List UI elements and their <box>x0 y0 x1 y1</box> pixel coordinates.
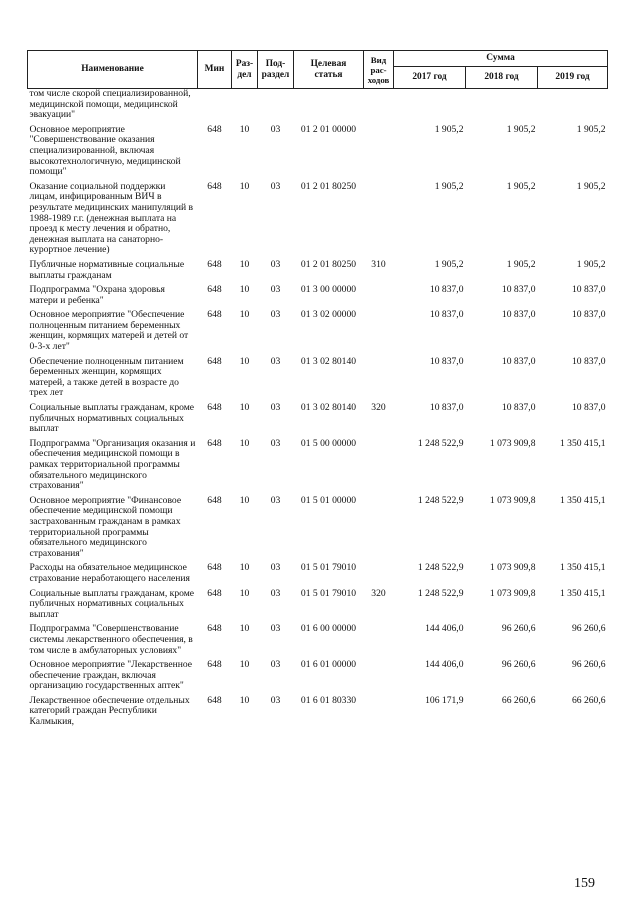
row-2018: 1 905,2 <box>506 123 536 135</box>
table-row <box>28 696 608 732</box>
table-header <box>28 51 608 89</box>
row-min: 648 <box>207 623 222 635</box>
row-podrazdel: 03 <box>270 258 281 270</box>
row-target: 01 6 01 00000 <box>300 659 357 671</box>
row-name: Оказание социальной поддержки лицам, инфицированным ВИЧ в результате медицинских манипуляций в 1988-1989 г.г. (денежная выплата на проезд к месту лечения и обратно, денежная выплата на санаторно-курортное лечение) <box>29 180 194 256</box>
row-razdel: 10 <box>239 562 250 574</box>
row-2017: 1 905,2 <box>434 180 464 192</box>
row-vid <box>364 563 394 588</box>
row-name: Подпрограмма "Совершенствование системы лекарственного обеспечения, в том числе в амбулаторных условиях" <box>29 623 193 656</box>
row-2018: 66 260,6 <box>501 694 536 706</box>
row-min: 648 <box>207 180 222 192</box>
row-vid <box>364 357 394 403</box>
row-2018 <box>466 89 538 125</box>
row-2019: 1 350 415,1 <box>559 587 606 599</box>
table-row <box>28 589 608 625</box>
row-2019: 96 260,6 <box>571 623 606 635</box>
row-vid <box>364 624 394 660</box>
row-razdel: 10 <box>239 587 250 599</box>
header-2017: 2017 год <box>394 67 466 89</box>
row-podrazdel: 03 <box>270 659 281 671</box>
row-razdel: 10 <box>239 123 250 135</box>
row-vid <box>364 439 394 496</box>
row-2018: 10 837,0 <box>501 355 536 367</box>
row-target: 01 6 01 80330 <box>300 694 357 706</box>
budget-table <box>27 50 608 732</box>
table-row <box>28 182 608 260</box>
row-min: 648 <box>207 309 222 321</box>
row-podrazdel: 03 <box>270 562 281 574</box>
row-vid: 320 <box>371 402 386 414</box>
row-2018: 1 905,2 <box>506 180 536 192</box>
header-target: Целевая статья <box>294 51 364 89</box>
table-row <box>28 89 608 125</box>
row-2017: 1 905,2 <box>434 258 464 270</box>
row-vid <box>364 696 394 732</box>
row-2018: 96 260,6 <box>501 623 536 635</box>
row-name: том числе скорой специализированной, медицинской помощи, медицинской эвакуации" <box>29 88 191 121</box>
table-row <box>28 310 608 356</box>
row-2019: 1 350 415,1 <box>559 562 606 574</box>
row-2019: 1 350 415,1 <box>559 437 606 449</box>
row-name: Социальные выплаты гражданам, кроме публичных нормативных социальных выплат <box>29 587 195 620</box>
table-row <box>28 285 608 310</box>
row-min: 648 <box>207 494 222 506</box>
row-target: 01 3 02 80140 <box>300 355 357 367</box>
row-min: 648 <box>207 258 222 270</box>
row-2017: 1 248 522,9 <box>417 587 464 599</box>
header-2019: 2019 год <box>538 67 608 89</box>
row-razdel: 10 <box>239 402 250 414</box>
row-2019: 96 260,6 <box>571 659 606 671</box>
row-podrazdel: 03 <box>270 180 281 192</box>
row-target <box>294 89 364 125</box>
row-min <box>198 89 232 125</box>
row-2018: 96 260,6 <box>501 659 536 671</box>
row-2017: 1 248 522,9 <box>417 562 464 574</box>
row-vid <box>364 89 394 125</box>
row-2019: 1 905,2 <box>576 258 606 270</box>
row-vid <box>364 660 394 696</box>
table-row <box>28 357 608 403</box>
row-name: Основное мероприятие "Совершенствование оказания специализированной, включая высокотехнологичную, медицинской помощи" <box>29 123 181 178</box>
row-name: Основное мероприятие "Обеспечение полноценным питанием беременных женщин, кормящих матерей и детей от 0-3-х лет" <box>29 309 189 353</box>
header-summa: Сумма <box>394 51 608 67</box>
row-razdel: 10 <box>239 355 250 367</box>
row-name: Лекарственное обеспечение отдельных категорий граждан Республики Калмыкия, <box>29 694 190 728</box>
row-vid <box>364 182 394 260</box>
row-razdel: 10 <box>239 437 250 449</box>
row-2018: 1 905,2 <box>506 258 536 270</box>
row-podrazdel: 03 <box>270 355 281 367</box>
row-2018: 1 073 909,8 <box>489 494 536 506</box>
row-target: 01 2 01 80250 <box>300 180 357 192</box>
table-row <box>28 403 608 439</box>
page-number: 159 <box>574 876 595 891</box>
row-2017: 144 406,0 <box>425 623 464 635</box>
row-min: 648 <box>207 123 222 135</box>
row-target: 01 5 01 79010 <box>300 562 357 574</box>
row-razdel <box>232 89 258 125</box>
row-2017: 144 406,0 <box>425 659 464 671</box>
row-2018: 1 073 909,8 <box>489 587 536 599</box>
row-2017: 106 171,9 <box>425 694 464 706</box>
table-row <box>28 563 608 588</box>
row-min: 648 <box>207 284 222 296</box>
row-2019 <box>538 89 608 125</box>
row-podrazdel: 03 <box>270 587 281 599</box>
row-podrazdel: 03 <box>270 402 281 414</box>
table-body <box>28 89 608 732</box>
row-min: 648 <box>207 562 222 574</box>
row-min: 648 <box>207 437 222 449</box>
row-target: 01 2 01 00000 <box>300 123 357 135</box>
table-row <box>28 660 608 696</box>
header-2018: 2018 год <box>466 67 538 89</box>
header-name: Наименование <box>28 51 198 89</box>
row-razdel: 10 <box>239 623 250 635</box>
table-row <box>28 496 608 564</box>
row-2017: 1 248 522,9 <box>417 437 464 449</box>
row-name: Подпрограмма "Организация оказания и обеспечения медицинской помощи в рамках территориальной программы обязательного медицинского страхования" <box>29 437 196 492</box>
header-razdel: Раз- дел <box>232 51 258 89</box>
header-min: Мин <box>198 51 232 89</box>
row-min: 648 <box>207 402 222 414</box>
row-2018: 10 837,0 <box>501 309 536 321</box>
row-2019: 1 350 415,1 <box>559 494 606 506</box>
row-2018: 10 837,0 <box>501 284 536 296</box>
row-name: Основное мероприятие "Лекарственное обеспечение граждан, включая организацию государственных аптек" <box>29 659 193 692</box>
row-2019: 10 837,0 <box>571 309 606 321</box>
row-vid <box>364 285 394 310</box>
row-podrazdel <box>258 89 294 125</box>
row-2017: 1 248 522,9 <box>417 494 464 506</box>
row-2019: 66 260,6 <box>571 694 606 706</box>
row-razdel: 10 <box>239 494 250 506</box>
row-podrazdel: 03 <box>270 437 281 449</box>
row-podrazdel: 03 <box>270 494 281 506</box>
row-min: 648 <box>207 659 222 671</box>
row-podrazdel: 03 <box>270 623 281 635</box>
row-name: Публичные нормативные социальные выплаты гражданам <box>29 258 185 281</box>
row-vid: 320 <box>371 587 386 599</box>
header-vid: Вид рас- ходов <box>364 51 394 89</box>
row-target: 01 3 02 00000 <box>300 309 357 321</box>
row-2017: 10 837,0 <box>429 402 464 414</box>
table-row <box>28 624 608 660</box>
row-razdel: 10 <box>239 258 250 270</box>
row-name: Подпрограмма "Охрана здоровья матери и ребенка" <box>29 284 165 306</box>
row-2017: 10 837,0 <box>429 284 464 296</box>
row-2018: 1 073 909,8 <box>489 562 536 574</box>
row-razdel: 10 <box>239 180 250 192</box>
header-podrazdel: Под- раздел <box>258 51 294 89</box>
row-2017: 10 837,0 <box>429 309 464 321</box>
row-name: Расходы на обязательное медицинское страхование неработающего населения <box>29 562 190 584</box>
row-podrazdel: 03 <box>270 123 281 135</box>
row-2019: 10 837,0 <box>571 284 606 296</box>
row-2019: 1 905,2 <box>576 123 606 135</box>
row-min: 648 <box>207 355 222 367</box>
row-vid: 310 <box>371 258 386 270</box>
row-podrazdel: 03 <box>270 284 281 296</box>
row-podrazdel: 03 <box>270 694 281 706</box>
row-name: Обеспечение полноценным питанием беременных женщин, кормящих матерей, а также детей в возрасте до трех лет <box>29 355 184 399</box>
row-name: Основное мероприятие "Финансовое обеспечение медицинской помощи застрахованным гражданам в рамках территориальной программы обязательного медицинского страхования" <box>29 494 182 559</box>
table-row <box>28 260 608 285</box>
row-min: 648 <box>207 587 222 599</box>
row-razdel: 10 <box>239 694 250 706</box>
table-row <box>28 125 608 182</box>
row-2017 <box>394 89 466 125</box>
row-target: 01 5 01 79010 <box>300 587 357 599</box>
row-vid <box>364 310 394 356</box>
row-2017: 10 837,0 <box>429 355 464 367</box>
table-row <box>28 439 608 496</box>
row-target: 01 5 01 00000 <box>300 494 357 506</box>
row-target: 01 2 01 80250 <box>300 258 357 270</box>
row-2018: 10 837,0 <box>501 402 536 414</box>
row-target: 01 3 02 80140 <box>300 402 357 414</box>
row-2019: 10 837,0 <box>571 355 606 367</box>
row-podrazdel: 03 <box>270 309 281 321</box>
row-2018: 1 073 909,8 <box>489 437 536 449</box>
row-target: 01 6 00 00000 <box>300 623 357 635</box>
row-razdel: 10 <box>239 309 250 321</box>
row-razdel: 10 <box>239 284 250 296</box>
row-razdel: 10 <box>239 659 250 671</box>
row-2019: 10 837,0 <box>571 402 606 414</box>
row-name: Социальные выплаты гражданам, кроме публичных нормативных социальных выплат <box>29 402 195 435</box>
row-2019: 1 905,2 <box>576 180 606 192</box>
row-min: 648 <box>207 694 222 706</box>
row-target: 01 5 00 00000 <box>300 437 357 449</box>
row-vid <box>364 496 394 564</box>
row-target: 01 3 00 00000 <box>300 284 357 296</box>
row-2017: 1 905,2 <box>434 123 464 135</box>
row-vid <box>364 125 394 182</box>
